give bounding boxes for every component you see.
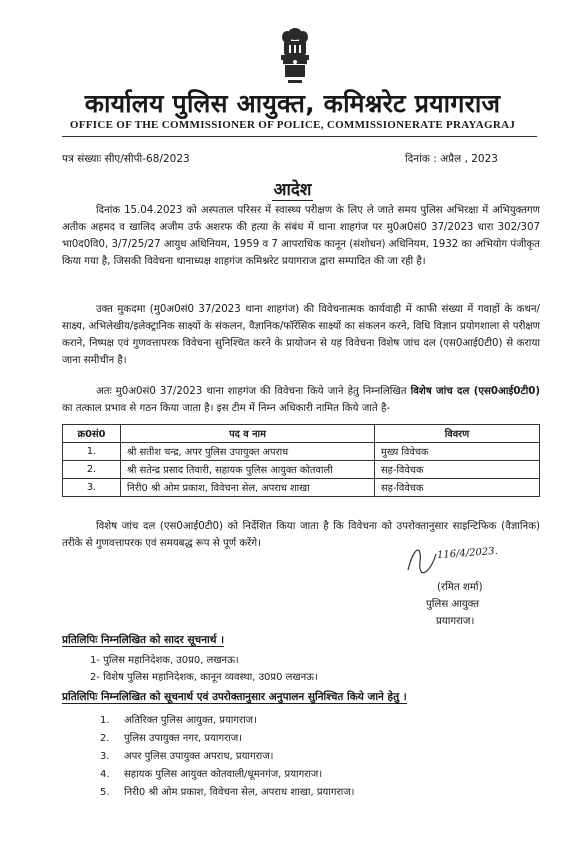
signatory-designation: पुलिस आयुक्त [426, 599, 480, 610]
list-item [100, 766, 322, 780]
list-number: 1. [100, 715, 110, 726]
signatory-name: (रमित शर्मा) [437, 582, 483, 593]
copy-action-heading [62, 690, 407, 704]
list-item: 2- विशेष पुलिस महानिदेशक, कानून व्यवस्था, उ0प्र0 लखनऊ। [90, 672, 318, 683]
p3-text-a: अतः मु0अ0सं0 37/2023 थाना शाहगंज की विवेचना किये जाने हेतु निम्नलिखित [96, 386, 411, 397]
order-heading [0, 177, 585, 200]
officer-cell: श्री सतीश चन्द्र, अपर पुलिस उपायुक्त अपराध [121, 443, 375, 461]
paragraph-sit-formation [62, 383, 540, 417]
list-item: 1- पुलिस महानिदेशक, उ0प्र0, लखनऊ। [90, 655, 239, 666]
list-item [100, 784, 354, 798]
copy-action-heading-text: प्रतिलिपिः निम्नलिखित को सूचनार्थ एवं उपरोक्तानुसार अनुपालन सुनिश्चित किये जाने हेतु । [62, 691, 407, 703]
paragraph-directive: विशेष जांच दल (एस0आई0टी0) को निर्देशित किया जाता है कि विवेचना को उपरोक्तानुसार साइन्टिफिक (वैज्ञानिक) तरीके से गुणवत्तापरक एवं समयबद्ध रूप से पूर्ण करेंगे। [62, 521, 540, 549]
table-row [63, 443, 540, 461]
list-text: पुलिस उपायुक्त नगर, प्रयागराज। [124, 733, 243, 744]
role-cell: मुख्य विवेचक [375, 443, 540, 461]
table-row [63, 479, 540, 497]
list-number: 3. [100, 751, 110, 762]
office-title-hindi: कार्यालय पुलिस आयुक्त, कमिश्नरेट प्रयागराज [84, 89, 501, 118]
sit-officers-table [62, 424, 540, 497]
list-number: 5. [100, 787, 110, 798]
list-text: अतिरिक्त पुलिस आयुक्त, प्रयागराज। [124, 715, 257, 726]
serial-cell: 3. [63, 479, 121, 497]
letter-number: पत्र संख्याः सीए/सीपी-68/2023 [62, 153, 190, 165]
list-number: 4. [100, 769, 110, 780]
list-text: अपर पुलिस उपायुक्त अपराध, प्रयागराज। [124, 751, 274, 762]
copy-info-heading-text: प्रतिलिपिः निम्नलिखित को सादर सूचनार्थ । [62, 634, 225, 646]
header-role: विवरण [375, 425, 540, 443]
serial-cell: 2. [63, 461, 121, 479]
list-text: सहायक पुलिस आयुक्त कोतवाली/धूमनगंज, प्रयागराज। [124, 769, 323, 780]
list-text: निरी0 श्री ओम प्रकाश, विवेचना सेल, अपराध शाखा, प्रयागराज। [124, 787, 355, 798]
officer-cell: निरी0 श्री ओम प्रकाश, विवेचना सेल, अपराध शाखा [121, 479, 375, 497]
role-cell: सह-विवेचक [375, 461, 540, 479]
copy-info-heading [62, 633, 224, 647]
signatory-city: प्रयागराज। [436, 616, 475, 627]
header-name: पद व नाम [121, 425, 375, 443]
officer-cell: श्री सतेन्द्र प्रसाद तिवारी, सहायक पुलिस आयुक्त कोतवाली [121, 461, 375, 479]
role-cell: सह-विवेचक [375, 479, 540, 497]
header-serial: क्र0सं0 [63, 425, 121, 443]
table-header-row [63, 425, 540, 443]
list-item [100, 730, 242, 744]
paragraph-investigation: उक्त मुकदमा (मु0अ0सं0 37/2023 थाना शाहगंज) की विवेचनात्मक कार्यवाही में काफी संख्या में गवाहों के कथन/साक्ष्य, अभिलेखीय/इलेक्ट्रानिक साक्ष्यों के संकलन, वैज्ञानिक/फॉरेंसिक साक्ष्यों का संकलन करने, विधि विज्ञान प्रयोगशाला से परीक्षण कराने, निष्पक्ष एवं गुणवत्तापरक विवेचना सुनिश्चित करने के प्रायोजन से यह विवेचना विशेष जांच दल (एस0आई0टी0) से कराया जाना समीचीन है। [62, 304, 540, 366]
table-row [63, 461, 540, 479]
order-heading-text: आदेश [273, 180, 312, 200]
state-emblem-icon [277, 25, 313, 89]
list-number: 2. [100, 733, 110, 744]
header-divider [62, 136, 537, 137]
p3-text-bold: विशेष जांच दल (एस0आई0टी0) [410, 386, 541, 397]
list-item [100, 748, 273, 762]
list-item [100, 712, 257, 726]
handwritten-date: 116/4/2023. [436, 545, 499, 562]
p3-text-c: का तत्काल प्रभाव से गठन किया जाता है। इस टीम में निम्न अधिकारी नामित किये जाते है- [62, 403, 391, 414]
serial-cell: 1. [63, 443, 121, 461]
paragraph-incident: दिनांक 15.04.2023 को अस्पताल परिसर में स्वास्थ्य परीक्षण के लिए ले जाते समय पुलिस अभिरक्षा में अभियुक्तगण अतीक अहमद व खालिद अजीम उर्फ अशरफ की हत्या के संबंध में थाना शाहगंज पर मु0अ0सं0 37/2023 धारा 302/307 भा0द0वि0, 3/7/25/27 आयुध अधिनियम, 1959 व 7 आपराधिक कानून (संशोधन) अधिनियम, 1932 का अभियोग पंजीकृत किया गया है, जिसकी विवेचना थानाध्यक्ष शाहगंज कमिश्नरेट प्रयागराज द्वारा सम्पादित की जा रही है। [62, 205, 540, 267]
office-title-english: OFFICE OF THE COMMISSIONER OF POLICE, COMMISSIONERATE PRAYAGRAJ [69, 119, 516, 131]
letter-date: दिनांक : अप्रैल , 2023 [405, 153, 498, 165]
